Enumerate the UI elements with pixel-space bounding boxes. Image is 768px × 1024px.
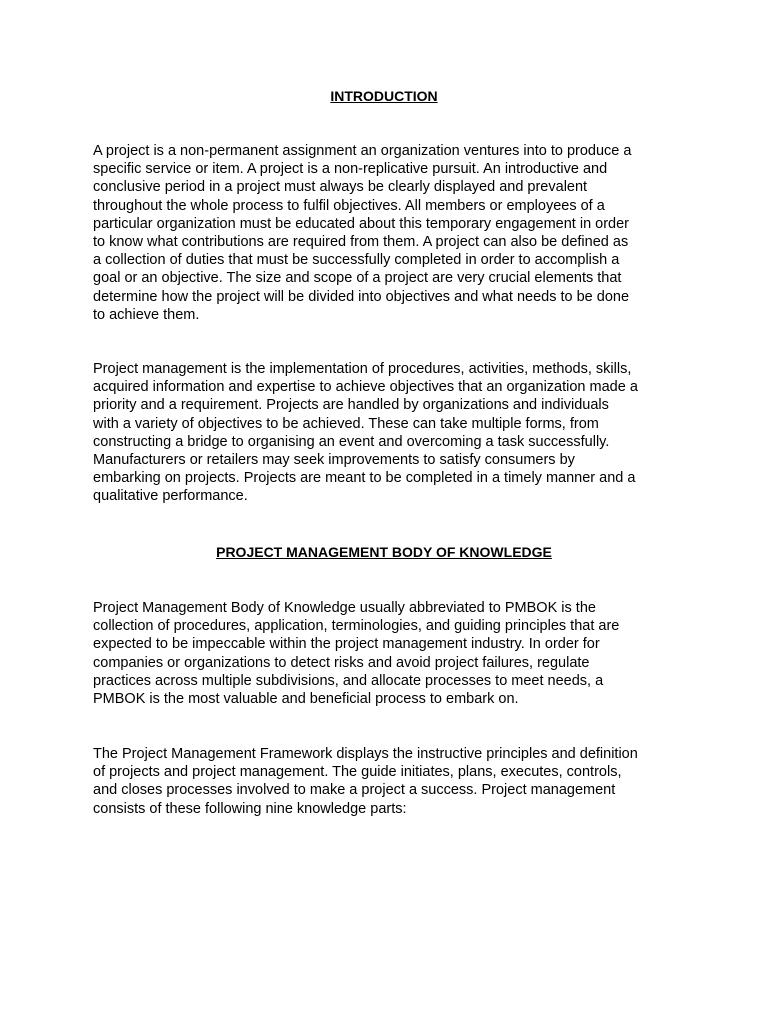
- text-line: practices across multiple subdivisions, and allocate processes to meet needs, a: [93, 672, 604, 689]
- text-line: a collection of duties that must be successfully completed in order to accomplish a: [93, 252, 620, 269]
- text-line: PMBOK is the most valuable and beneficial process to embark on.: [93, 691, 519, 708]
- heading-introduction: INTRODUCTION: [330, 88, 438, 104]
- text-line: specific service or item. A project is a non-replicative pursuit. An introductive and: [93, 161, 608, 178]
- text-line: qualitative performance.: [93, 488, 248, 505]
- text-line: Project management is the implementation of procedures, activities, methods, skills,: [93, 361, 632, 377]
- text-line: The Project Management Framework displays the instructive principles and definition: [93, 746, 638, 762]
- text-line: goal or an objective. The size and scope of a project are very crucial elements that: [93, 270, 622, 287]
- paragraph-pmbok: [93, 599, 681, 708]
- text-line: of projects and project management. The guide initiates, plans, executes, controls,: [93, 764, 622, 781]
- text-line: consists of these following nine knowledge parts:: [93, 800, 407, 817]
- paragraph-framework: [93, 745, 681, 818]
- text-line: collection of procedures, application, terminologies, and guiding principles that are: [93, 618, 620, 635]
- text-line: companies or organizations to detect risks and avoid project failures, regulate: [93, 654, 590, 671]
- text-line: throughout the whole process to fulfil objectives. All members or employees of a: [93, 197, 605, 214]
- text-line: A project is a non-permanent assignment an organization ventures into to produce a: [93, 143, 632, 159]
- text-line: to know what contributions are required from them. A project can also be defined as: [93, 234, 629, 251]
- paragraph-project-management: [93, 360, 681, 506]
- text-line: and closes processes involved to make a project a success. Project management: [93, 782, 616, 799]
- text-line: expected to be impeccable within the project management industry. In order for: [93, 636, 600, 653]
- paragraph-project-definition: [93, 142, 681, 324]
- text-line: embarking on projects. Projects are meant to be completed in a timely manner and a: [93, 470, 636, 487]
- text-line: conclusive period in a project must always be clearly displayed and prevalent: [93, 179, 588, 196]
- text-line: determine how the project will be divided into objectives and what needs to be done: [93, 288, 630, 305]
- text-line: Project Management Body of Knowledge usually abbreviated to PMBOK is the: [93, 600, 596, 616]
- text-line: to achieve them.: [93, 306, 200, 323]
- text-line: priority and a requirement. Projects are handled by organizations and individuals: [93, 397, 609, 414]
- text-line: with a variety of objectives to be achieved. These can take multiple forms, from: [93, 415, 599, 432]
- text-line: particular organization must be educated about this temporary engagement in order: [93, 215, 630, 232]
- heading-pmbok: PROJECT MANAGEMENT BODY OF KNOWLEDGE: [216, 544, 552, 560]
- text-line: Manufacturers or retailers may seek improvements to satisfy consumers by: [93, 452, 575, 469]
- text-line: constructing a bridge to organising an event and overcoming a task successfully.: [93, 433, 610, 450]
- text-line: acquired information and expertise to achieve objectives that an organization made a: [93, 379, 638, 396]
